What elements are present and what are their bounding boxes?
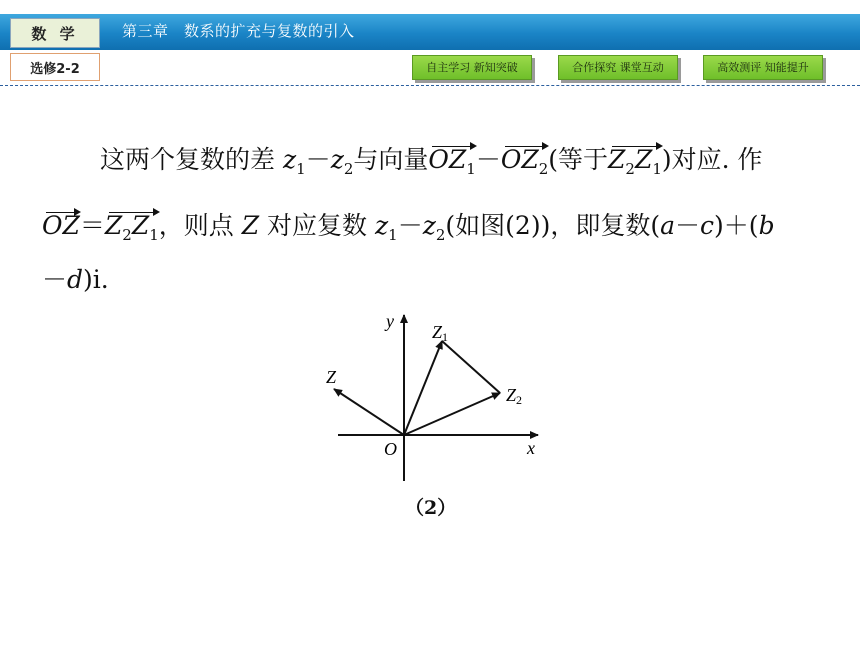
subscript: 1 xyxy=(442,330,449,344)
subscript: 1 xyxy=(296,160,306,178)
vector-z2z1-segment xyxy=(442,341,500,393)
vector-text: Z xyxy=(131,211,150,240)
vector-text: Z xyxy=(608,145,626,174)
label-text: Z xyxy=(506,385,517,405)
var-z: z xyxy=(282,145,297,174)
vector-oz xyxy=(42,211,80,240)
vector-text: OZ xyxy=(500,145,539,174)
text-segment: (等于 xyxy=(548,145,609,174)
subscript: 2 xyxy=(435,226,446,244)
vector-text: OZ xyxy=(42,211,80,240)
var-z: Z xyxy=(241,211,260,240)
minus-sign: － xyxy=(42,265,68,294)
text-segment: ，则点 xyxy=(158,211,242,240)
point-z-label: Z xyxy=(326,367,337,387)
label-text: Z xyxy=(432,322,443,342)
subscript: 2 xyxy=(538,160,549,178)
nav-button-self-study[interactable]: 自主学习 新知突破 xyxy=(412,55,532,80)
text-segment: )对应. 作 xyxy=(661,145,763,174)
subscript: 1 xyxy=(466,160,476,178)
subscript: 2 xyxy=(516,393,523,407)
var-b: b xyxy=(758,211,775,240)
text-segment: 对应复数 xyxy=(259,211,375,240)
var-z: z xyxy=(422,211,436,240)
nav-button-cooperative-inquiry[interactable]: 合作探究 课堂互动 xyxy=(558,55,678,80)
subject-label: 数 学 xyxy=(10,18,100,48)
subscript: 1 xyxy=(388,226,398,244)
vector-text: Z xyxy=(104,211,123,240)
course-label: 选修2-2 xyxy=(10,53,100,81)
chapter-title: 第三章 数系的扩充与复数的引入 xyxy=(122,22,355,40)
header-divider xyxy=(0,85,860,86)
origin-label: O xyxy=(384,439,397,459)
subscript: 1 xyxy=(652,160,662,178)
minus-sign: － xyxy=(475,145,501,174)
complex-plane-diagram xyxy=(320,305,550,485)
vector-text: OZ xyxy=(428,145,467,174)
var-z: z xyxy=(374,211,389,240)
vector-oz2 xyxy=(501,145,548,178)
point-z1-label xyxy=(432,322,448,344)
text-segment: 这两个复数的差 xyxy=(100,145,283,174)
vector-z2z1 xyxy=(105,211,159,244)
var-c: c xyxy=(700,211,715,240)
equals-sign: ＝ xyxy=(79,211,105,240)
subscript: 1 xyxy=(149,226,159,244)
text-segment: )＋( xyxy=(714,211,759,240)
vector-oz-arrow xyxy=(334,389,404,435)
var-d: d xyxy=(67,265,84,294)
nav-button-assessment[interactable]: 高效测评 知能提升 xyxy=(703,55,823,80)
var-a: a xyxy=(660,211,676,240)
figure-caption: （2） xyxy=(405,497,457,519)
subscript: 2 xyxy=(122,226,132,244)
text-segment: (如图(2))，即复数( xyxy=(445,211,661,240)
vector-oz1 xyxy=(428,145,475,178)
minus-sign: － xyxy=(397,211,423,240)
x-axis-label: x xyxy=(527,438,535,458)
subscript: 2 xyxy=(343,160,354,178)
y-axis-label: y xyxy=(386,311,394,331)
point-z2-label xyxy=(506,385,522,407)
vector-text: Z xyxy=(634,145,653,174)
text-segment: 与向量 xyxy=(353,145,429,174)
text-line-1 xyxy=(100,140,763,178)
text-line-2 xyxy=(42,206,775,244)
var-z: z xyxy=(330,145,344,174)
subscript: 2 xyxy=(625,160,635,178)
minus-sign: － xyxy=(305,145,331,174)
text-line-3 xyxy=(42,260,109,296)
text-segment: )i. xyxy=(83,265,109,294)
vector-z2z1 xyxy=(608,145,662,178)
minus-sign: － xyxy=(675,211,701,240)
